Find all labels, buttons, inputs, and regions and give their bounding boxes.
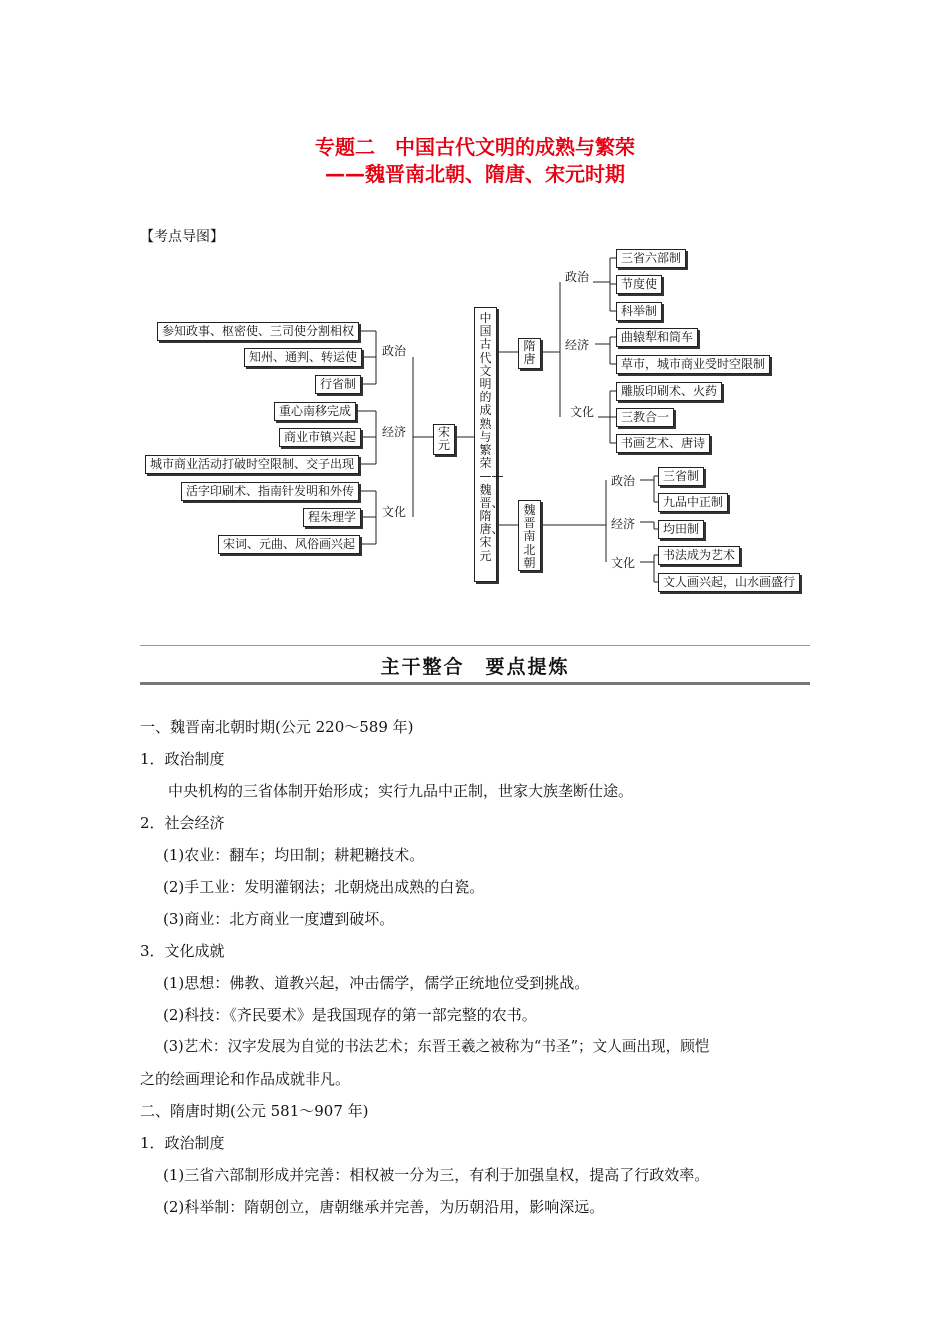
songyuan-economy-item-3: 城市商业活动打破时空限制、交子出现 — [145, 455, 359, 474]
suitang-economy-item-1: 曲辕犁和筒车 — [616, 328, 698, 347]
suitang-politics-item-3: 科举制 — [616, 302, 662, 321]
center-node — [474, 307, 504, 582]
section-1-3-heading: 3．文化成就 — [140, 942, 225, 960]
songyuan-economy-label: 经济 — [382, 425, 407, 439]
songyuan-culture-item-1: 活字印刷术、指南针发明和外传 — [181, 482, 359, 501]
songyuan-culture-item-3: 宋词、元曲、风俗画兴起 — [218, 535, 360, 554]
weijin-politics-item-2: 九品中正制 — [658, 493, 728, 512]
banner-title: 主干整合 要点提炼 — [380, 656, 570, 678]
suitang-node — [518, 338, 541, 369]
suitang-culture-item-2: 三教合一 — [616, 408, 674, 427]
songyuan-label: 宋元 — [438, 425, 451, 453]
mindmap-heading: 【考点导图】 — [140, 229, 224, 245]
section-1-3-b: (2)科技：《齐民要术》是我国现存的第一部完整的农书。 — [163, 1006, 537, 1024]
section-1-heading: 一、魏晋南北朝时期(公元 220～589 年) — [140, 718, 414, 736]
section-2-heading: 二、隋唐时期(公元 581～907 年) — [140, 1102, 369, 1120]
weijin-culture-item-2: 文人画兴起，山水画盛行 — [658, 573, 800, 592]
section-2-1-heading: 1．政治制度 — [140, 1134, 225, 1152]
songyuan-culture-item-2: 程朱理学 — [303, 508, 361, 527]
songyuan-politics-item-3: 行省制 — [315, 375, 361, 394]
section-1-3-c-line1: (3)艺术：汉字发展为自觉的书法艺术；东晋王羲之被称为“书圣”；文人画出现，顾恺 — [163, 1038, 710, 1055]
weijin-node — [518, 500, 541, 571]
section-1-3-c-line2: 之的绘画理论和作品成就非凡。 — [140, 1070, 351, 1088]
section-1-2-heading: 2．社会经济 — [140, 814, 225, 832]
section-1-2-c: (3)商业：北方商业一度遭到破坏。 — [163, 910, 395, 928]
weijin-culture-label: 文化 — [611, 556, 636, 570]
center-label: 中国古代文明的成熟与繁荣——魏晋、隋唐、宋元 — [479, 311, 504, 563]
songyuan-node — [433, 424, 455, 455]
section-banner — [140, 645, 810, 685]
weijin-politics-label: 政治 — [611, 474, 636, 488]
songyuan-politics-label: 政治 — [382, 344, 407, 358]
section-1-1-text: 中央机构的三省体制开始形成；实行九品中正制，世家大族垄断仕途。 — [168, 782, 634, 800]
songyuan-economy-item-2: 商业市镇兴起 — [279, 428, 361, 447]
suitang-economy-label: 经济 — [565, 338, 590, 352]
page-title: 专题二 中国古代文明的成熟与繁荣 — [315, 135, 635, 159]
suitang-culture-label: 文化 — [570, 405, 595, 419]
weijin-politics-item-1: 三省制 — [658, 467, 704, 486]
section-2-1-a: (1)三省六部制形成并完善：相权被一分为三，有利于加强皇权，提高了行政效率。 — [163, 1166, 710, 1184]
suitang-culture-item-3: 书画艺术、唐诗 — [616, 434, 710, 453]
songyuan-culture-label: 文化 — [382, 505, 407, 519]
section-2-1-b: (2)科举制：隋朝创立，唐朝继承并完善，为历朝沿用，影响深远。 — [163, 1198, 605, 1216]
section-1-2-b: (2)手工业：发明灌钢法；北朝烧出成熟的白瓷。 — [163, 878, 485, 896]
suitang-politics-item-1: 三省六部制 — [616, 249, 686, 268]
songyuan-economy-item-1: 重心南移完成 — [274, 402, 356, 421]
weijin-label: 魏晋南北朝 — [523, 503, 536, 570]
section-1-3-a: (1)思想：佛教、道教兴起，冲击儒学，儒学正统地位受到挑战。 — [163, 974, 590, 992]
suitang-label: 隋唐 — [523, 339, 536, 367]
section-1-1-heading: 1．政治制度 — [140, 750, 225, 768]
suitang-politics-label: 政治 — [565, 270, 590, 284]
page-subtitle: ——魏晋南北朝、隋唐、宋元时期 — [325, 162, 625, 186]
banner-top-rule — [140, 645, 810, 646]
weijin-economy-label: 经济 — [611, 517, 636, 531]
banner-bottom-rule — [140, 682, 810, 685]
suitang-politics-item-2: 节度使 — [616, 275, 662, 294]
songyuan-politics-item-1: 参知政事、枢密使、三司使分割相权 — [157, 322, 359, 341]
suitang-culture-item-1: 雕版印刷术、火药 — [616, 382, 722, 401]
songyuan-politics-item-2: 知州、通判、转运使 — [244, 348, 362, 367]
weijin-economy-item-1: 均田制 — [658, 520, 704, 539]
weijin-culture-item-1: 书法成为艺术 — [658, 546, 740, 565]
suitang-economy-item-2: 草市，城市商业受时空限制 — [616, 355, 770, 374]
section-1-2-a: (1)农业：翻车；均田制；耕耙耱技术。 — [163, 846, 425, 864]
